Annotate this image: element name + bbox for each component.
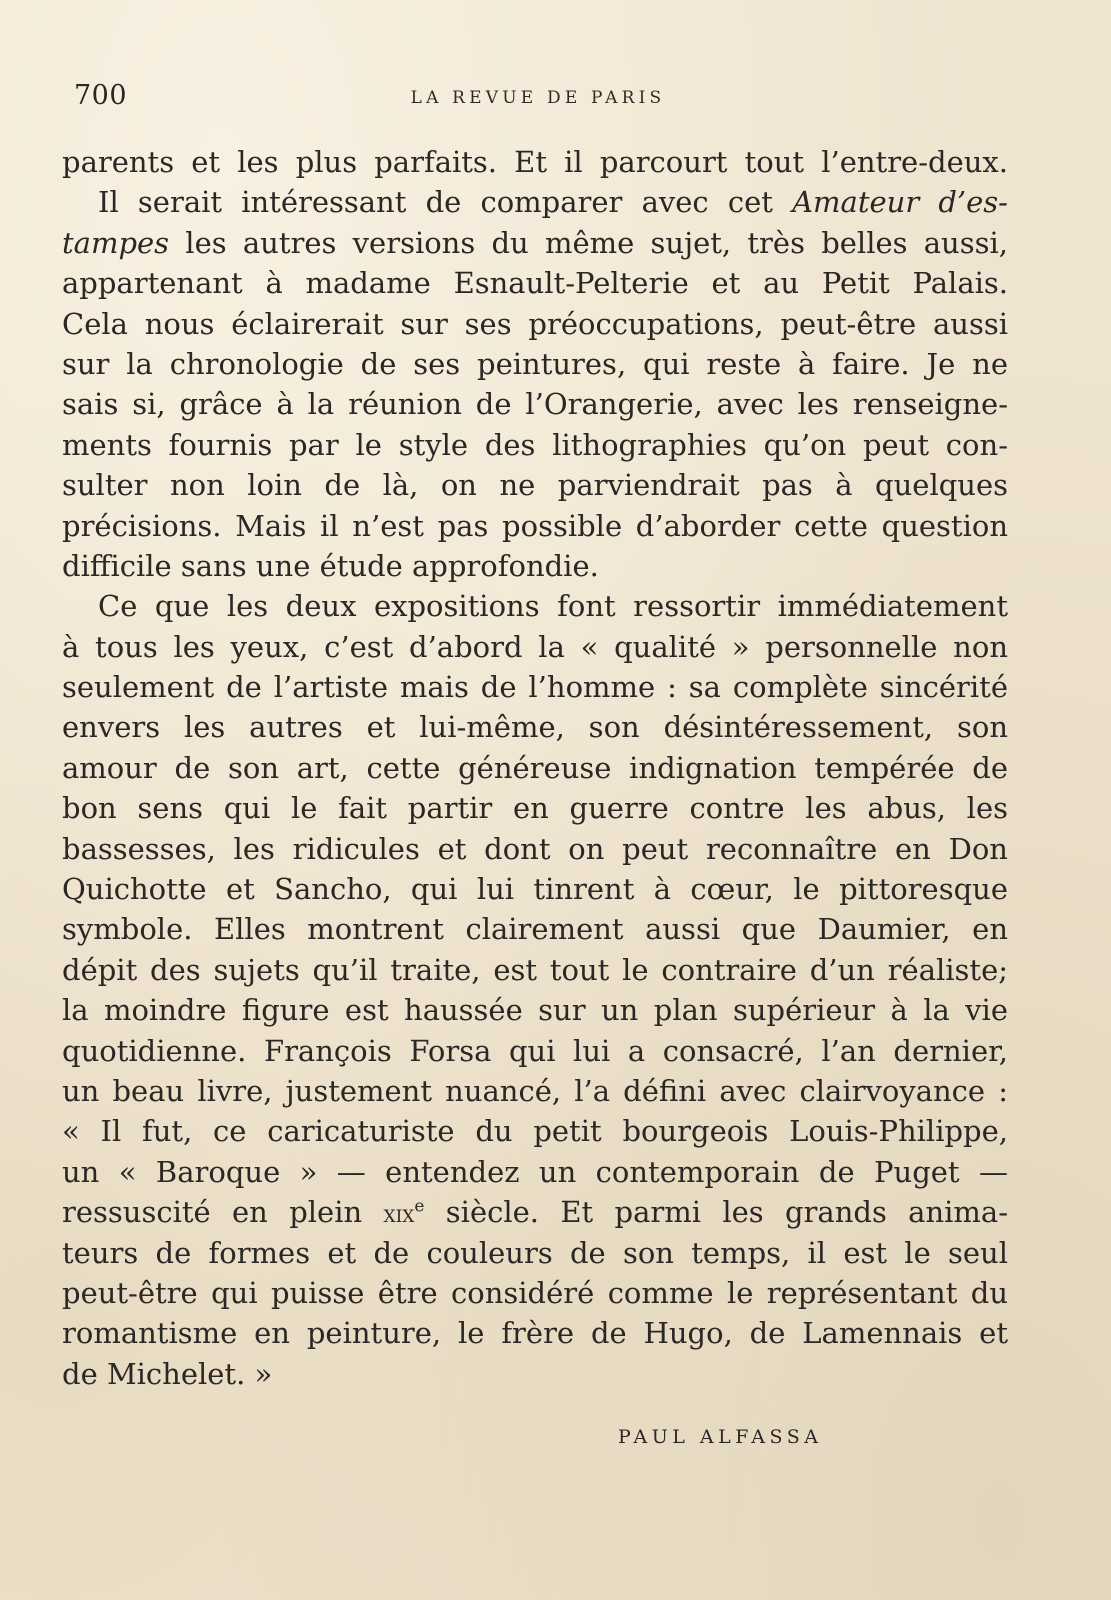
text-line: bon sens qui le fait partir en guerre contre les abus, les bbox=[62, 791, 1008, 826]
text-line: romantisme en peinture, le frère de Hugo, de Lamennais et bbox=[62, 1316, 1008, 1351]
text-line: Cela nous éclairerait sur ses préoccupations, peut-être aussi bbox=[62, 306, 1008, 341]
text-line: sais si, grâce à la réunion de l’Orangerie, avec les renseigne- bbox=[62, 387, 1008, 422]
text-line: précisions. Mais il n’est pas possible d’aborder cette question bbox=[62, 508, 1008, 543]
text-line: symbole. Elles montrent clairement aussi que Daumier, en bbox=[62, 912, 1008, 947]
text-line: peut-être qui puisse être considéré comme le représentant du bbox=[62, 1275, 1008, 1310]
italic-title: tampes bbox=[62, 225, 170, 260]
small-caps-century: xix bbox=[383, 1200, 415, 1229]
text-line: sur la chronologie de ses peintures, qui reste à faire. Je ne bbox=[62, 346, 1008, 381]
running-head bbox=[74, 80, 1002, 112]
text-line: appartenant à madame Esnault-Pelterie et au Petit Palais. bbox=[62, 266, 1008, 301]
text-line: teurs de formes et de couleurs de son temps, il est le seul bbox=[62, 1235, 1008, 1270]
text-line: dépit des sujets qu’il traite, est tout le contraire d’un réaliste; bbox=[62, 952, 1008, 987]
text-segment: siècle. Et parmi les grands anima- bbox=[424, 1195, 1008, 1230]
article-body bbox=[62, 142, 1008, 1394]
text-line: Ce que les deux expositions font ressortir immédiatement bbox=[98, 589, 1008, 624]
page-number: 700 bbox=[74, 80, 128, 111]
superscript: e bbox=[414, 1196, 425, 1217]
italic-title: Amateur d’es- bbox=[792, 185, 1008, 220]
text-line: seulement de l’artiste mais de l’homme : sa complète sincérité bbox=[62, 670, 1008, 705]
text-line: Quichotte et Sancho, qui lui tinrent à cœur, le pittoresque bbox=[62, 872, 1008, 907]
text-line: la moindre figure est haussée sur un plan supérieur à la vie bbox=[62, 993, 1008, 1028]
text-line: ments fournis par le style des lithographies qu’on peut con- bbox=[62, 427, 1008, 462]
journal-title: LA REVUE DE PARIS bbox=[410, 88, 666, 108]
text-line: quotidienne. François Forsa qui lui a consacré, l’an dernier, bbox=[62, 1033, 1008, 1068]
author-signature: PAUL ALFASSA bbox=[618, 1426, 823, 1448]
text-line bbox=[62, 182, 1008, 222]
text-line: un beau livre, justement nuancé, l’a défini avec clairvoyance : bbox=[62, 1073, 1008, 1108]
text-line: amour de son art, cette généreuse indignation tempérée de bbox=[62, 750, 1008, 785]
text-segment: ressuscité en plein bbox=[62, 1195, 384, 1230]
text-line bbox=[62, 223, 1008, 263]
text-line: sulter non loin de là, on ne parviendrait pas à quelques bbox=[62, 468, 1008, 503]
text-line: de Michelet. » bbox=[62, 1356, 273, 1391]
text-line: un « Baroque » — entendez un contemporain de Puget — bbox=[62, 1154, 1008, 1189]
text-line bbox=[62, 1192, 1008, 1232]
text-line: difficile sans une étude approfondie. bbox=[62, 548, 599, 583]
text-line: bassesses, les ridicules et dont on peut reconnaître en Don bbox=[62, 831, 1008, 866]
text-segment: Il serait intéressant de comparer avec cet bbox=[98, 185, 793, 220]
text-line: « Il fut, ce caricaturiste du petit bourgeois Louis-Philippe, bbox=[62, 1114, 1008, 1149]
text-line: envers les autres et lui-même, son désintéressement, son bbox=[62, 710, 1008, 745]
text-line: parents et les plus parfaits. Et il parcourt tout l’entre-deux. bbox=[62, 145, 1008, 179]
text-line: à tous les yeux, c’est d’abord la « qualité » personnelle non bbox=[62, 629, 1008, 664]
text-segment: les autres versions du même sujet, très belles aussi, bbox=[169, 225, 1008, 260]
